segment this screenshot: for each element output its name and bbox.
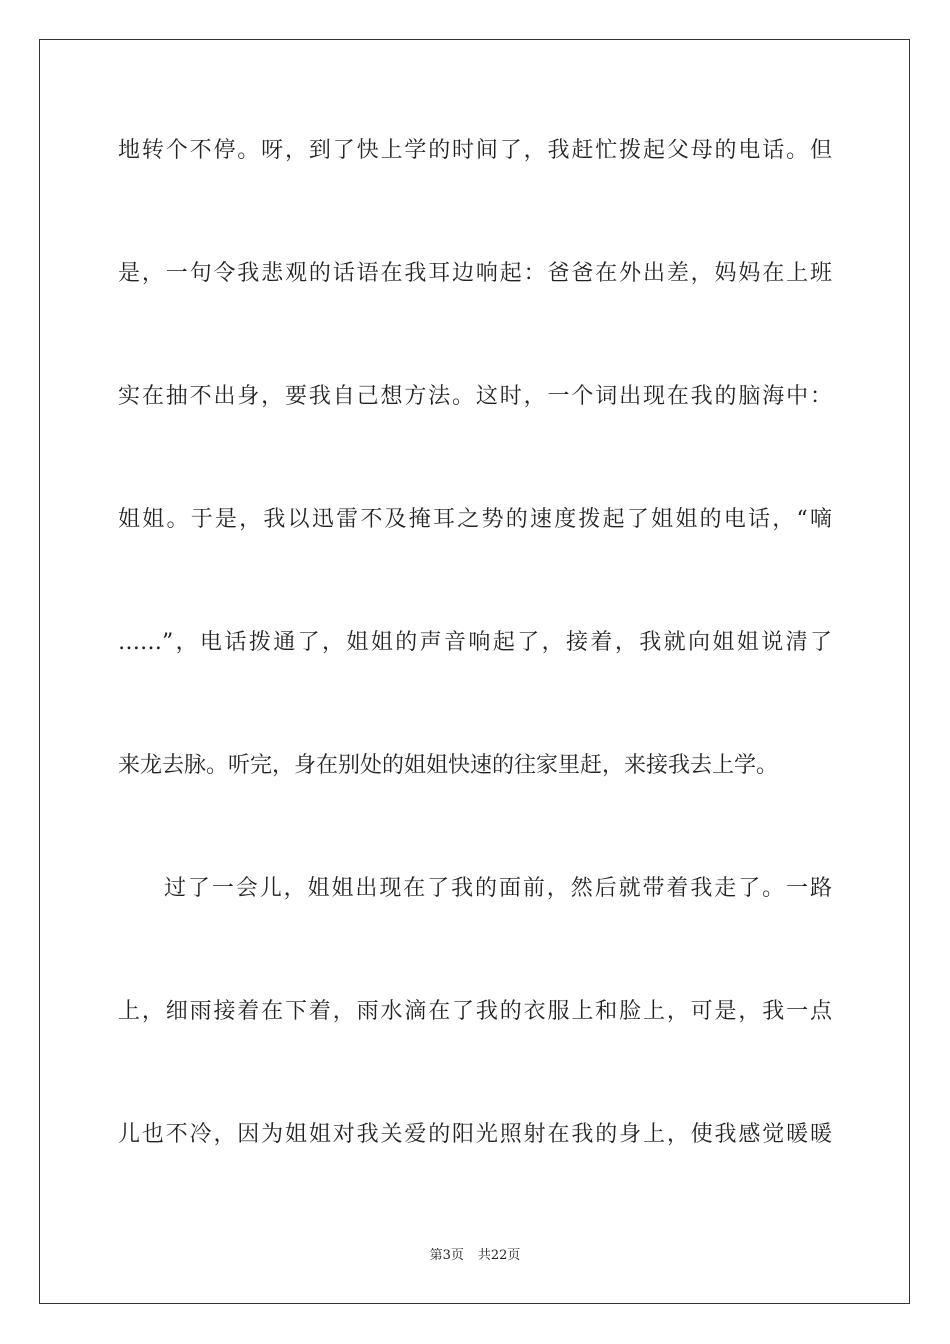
page-footer [0,1244,950,1263]
text-line-3: 实在抽不出身，要我自己想方法。这时，一个词出现在我的脑海中： [118,384,832,409]
text-line-1: 地转个不停。呀，到了快上学的时间了，我赶忙拨起父母的电话。但 [118,138,832,163]
text-line-9: 儿也不冷，因为姐姐对我关爱的阳光照射在我的身上，使我感觉暖暖 [118,1122,832,1147]
text-line-5: ……”，电话拨通了，姐姐的声音响起了，接着，我就向姐姐说清了 [118,630,832,655]
page-total: 共22页 [477,1248,521,1263]
text-line-7-paragraph-start: 过了一会儿，姐姐出现在了我的面前，然后就带着我走了。一路 [164,876,832,901]
text-line-2: 是，一句令我悲观的话语在我耳边响起：爸爸在外出差，妈妈在上班 [118,261,832,286]
page-border [39,39,910,1304]
text-line-4: 姐姐。于是，我以迅雷不及掩耳之势的速度拨起了姐姐的电话，“嘀 [118,507,832,532]
text-line-6: 来龙去脉。听完，身在别处的姐姐快速的往家里赶，来接我去上学。 [118,753,779,778]
text-line-8: 上，细雨接着在下着，雨水滴在了我的衣服上和脸上，可是，我一点 [118,999,832,1024]
page-number: 第3页 [429,1248,464,1263]
